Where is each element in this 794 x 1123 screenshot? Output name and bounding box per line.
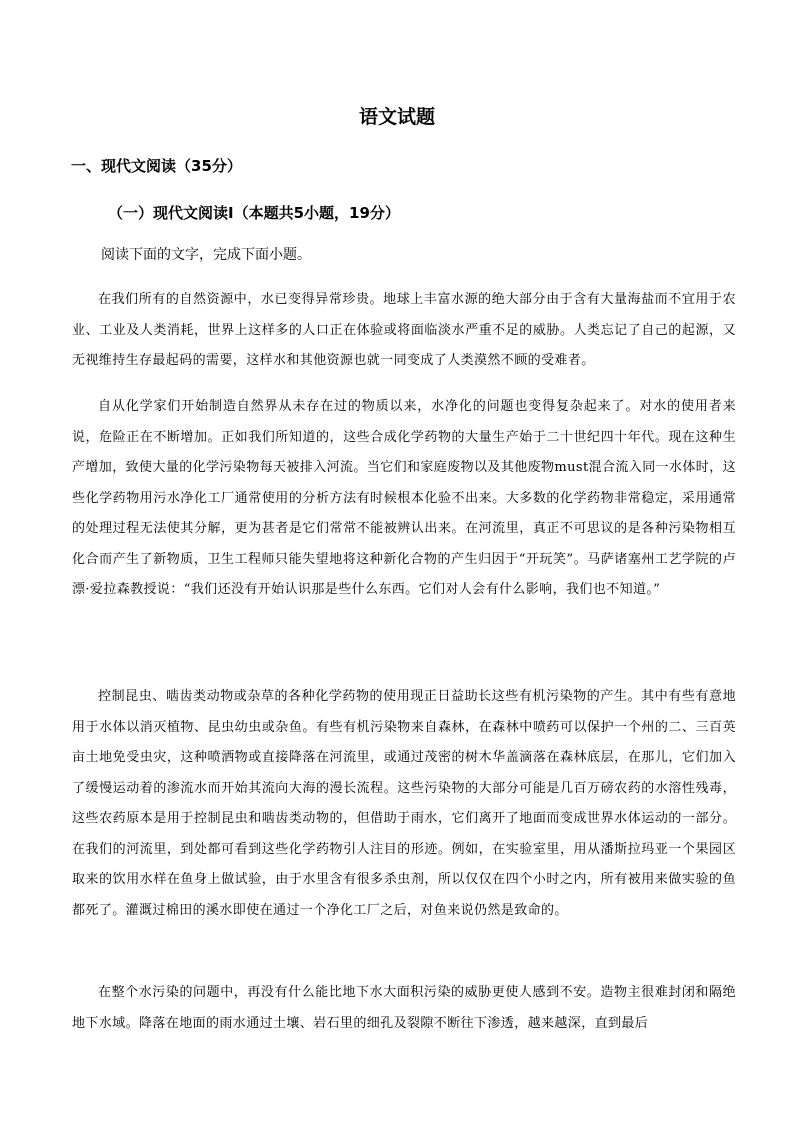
reading-instruction: 阅读下面的文字，完成下面小题。 [101,247,311,263]
passage-paragraph-3: 控制昆虫、啮齿类动物或杂草的各种化学药物的使用现正日益助长这些有机污染物的产生。其中有些有意地用于水体以消灭植物、昆虫幼虫或杂鱼。有些有机污染物来自森林，在森林中喷药可以保护一个州的二、三百英亩土地免受虫灾，这种喷洒物或直接降落在河流里，或通过茂密的树木华盖滴落在森林底层，在那儿，它们加入了缓慢运动着的渗流水而开始其流向大海的漫长流程。这些污染物的大部分可能是几百万磅农药的水溶性残毒，这些农药原本是用于控制昆虫和啮齿类动物的，但借助于雨水，它们离开了地面而变成世界水体运动的一部分。在我们的河流里，到处都可看到这些化学药物引人注目的形迹。例如，在实验室里，用从潘斯拉玛亚一个果园区取来的饮用水样在鱼身上做试验，由于水里含有很多杀虫剂，所以仅仅在四个小时之内，所有被用来做实验的鱼都死了。灌溉过棉田的溪水即使在通过一个净化工厂之后，对鱼来说仍然是致命的。 [72,689,736,918]
section-heading: 一、现代文阅读（35分） [71,157,242,175]
passage-paragraph-2: 自从化学家们开始制造自然界从未存在过的物质以来，水净化的问题也变得复杂起来了。对水的使用者来说，危险正在不断增加。正如我们所知道的，这些合成化学药物的大量生产始于二十世纪四十年代。现在这种生产增加，致使大量的化学污染物每天被排入河流。当它们和家庭废物以及其他废物must混合流入同一水体时，这些化学药物用污水净化工厂通常使用的分析方法有时候根本化验不出来。大多数的化学药物非常稳定，采用通常的处理过程无法使其分解，更为甚者是它们常常不能被辨认出来。在河流里，真正不可思议的是各种污染物相互化合而产生了新物质，卫生工程师只能失望地将这种新化合物的产生归因于“开玩笑”。马萨诸塞州工艺学院的卢漂·爱拉森教授说：“我们还没有开始认识那是些什么东西。它们对人会有什么影响，我们也不知道。” [72,399,736,597]
passage-paragraph-4: 在整个水污染的问题中，再没有什么能比地下水大面积污染的威胁更使人感到不安。造物主很难封闭和隔绝地下水域。降落在地面的雨水通过土壤、岩石里的细孔及裂隙不断往下渗透，越来越深，直到最后 [72,985,736,1031]
sub-heading: （一）现代文阅读Ⅰ（本题共5小题，19分） [108,204,400,222]
passage-paragraph-1: 在我们所有的自然资源中，水已变得异常珍贵。地球上丰富水源的绝大部分由于含有大量海盐而不宜用于农业、工业及人类消耗，世界上这样多的人口正在体验或将面临淡水严重不足的威胁。人类忘记了自己的起源，又无视维持生存最起码的需要，这样水和其他资源也就一同变成了人类漠然不顾的受难者。 [72,292,736,368]
page-title: 语文试题 [358,106,435,128]
